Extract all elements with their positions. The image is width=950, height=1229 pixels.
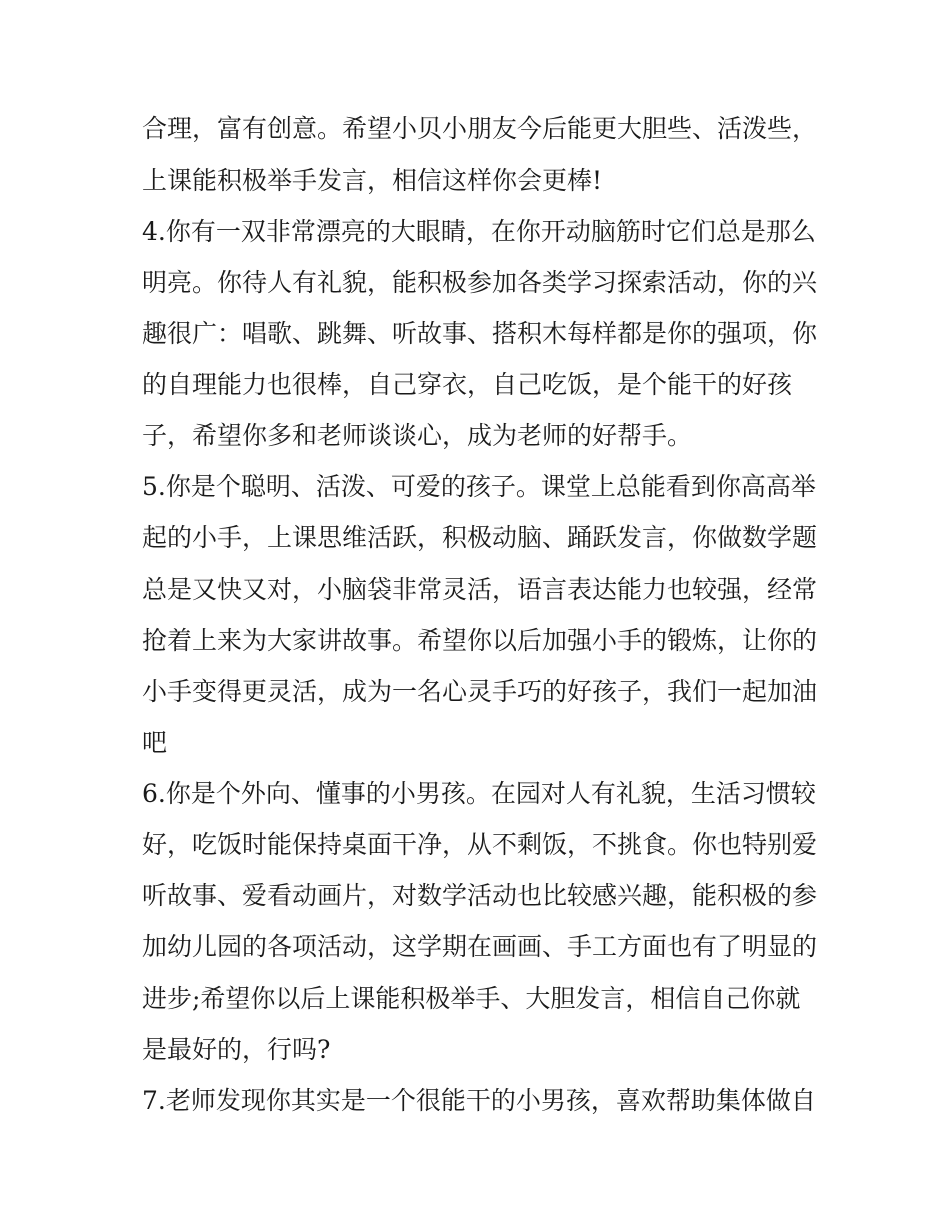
text-line: 合理，富有创意。希望小贝小朋友今后能更大胆些、活泼些， xyxy=(142,114,818,143)
text-line: 的自理能力也很棒，自己穿衣，自己吃饭，是个能干的好孩 xyxy=(142,370,793,399)
text-line: 4.你有一双非常漂亮的大眼睛，在你开动脑筋时它们总是那么 xyxy=(142,217,816,246)
text-line: 抢着上来为大家讲故事。希望你以后加强小手的锻炼，让你的 xyxy=(142,626,818,655)
text-line: 上课能积极举手发言，相信这样你会更棒! xyxy=(142,166,603,195)
text-line: 好，吃饭时能保持桌面干净，从不剩饭，不挑食。你也特别爱 xyxy=(142,830,818,859)
text-line: 趣很广：唱歌、跳舞、听故事、搭积木每样都是你的强项，你 xyxy=(142,319,818,348)
text-line: 6.你是个外向、懂事的小男孩。在园对人有礼貌，生活习惯较 xyxy=(142,779,816,808)
text-line: 吧 xyxy=(142,728,168,757)
text-line: 是最好的，行吗? xyxy=(142,1035,331,1064)
text-line: 5.你是个聪明、活泼、可爱的孩子。课堂上总能看到你高高举 xyxy=(142,472,816,501)
text-line: 起的小手，上课思维活跃，积极动脑、踊跃发言，你做数学题 xyxy=(142,523,818,552)
text-line: 小手变得更灵活，成为一名心灵手巧的好孩子，我们一起加油 xyxy=(142,677,818,706)
text-line: 总是又快又对，小脑袋非常灵活，语言表达能力也较强，经常 xyxy=(142,575,818,604)
text-line: 子，希望你多和老师谈谈心，成为老师的好帮手。 xyxy=(142,421,693,450)
text-line: 7.老师发现你其实是一个很能干的小男孩，喜欢帮助集体做自 xyxy=(142,1086,816,1115)
text-line: 听故事、爱看动画片，对数学活动也比较感兴趣，能积极的参 xyxy=(142,881,818,910)
text-line: 明亮。你待人有礼貌，能积极参加各类学习探索活动，你的兴 xyxy=(142,268,818,297)
text-line: 加幼儿园的各项活动，这学期在画画、手工方面也有了明显的 xyxy=(142,932,818,961)
text-line: 进步;希望你以后上课能积极举手、大胆发言，相信自己你就 xyxy=(142,984,801,1013)
